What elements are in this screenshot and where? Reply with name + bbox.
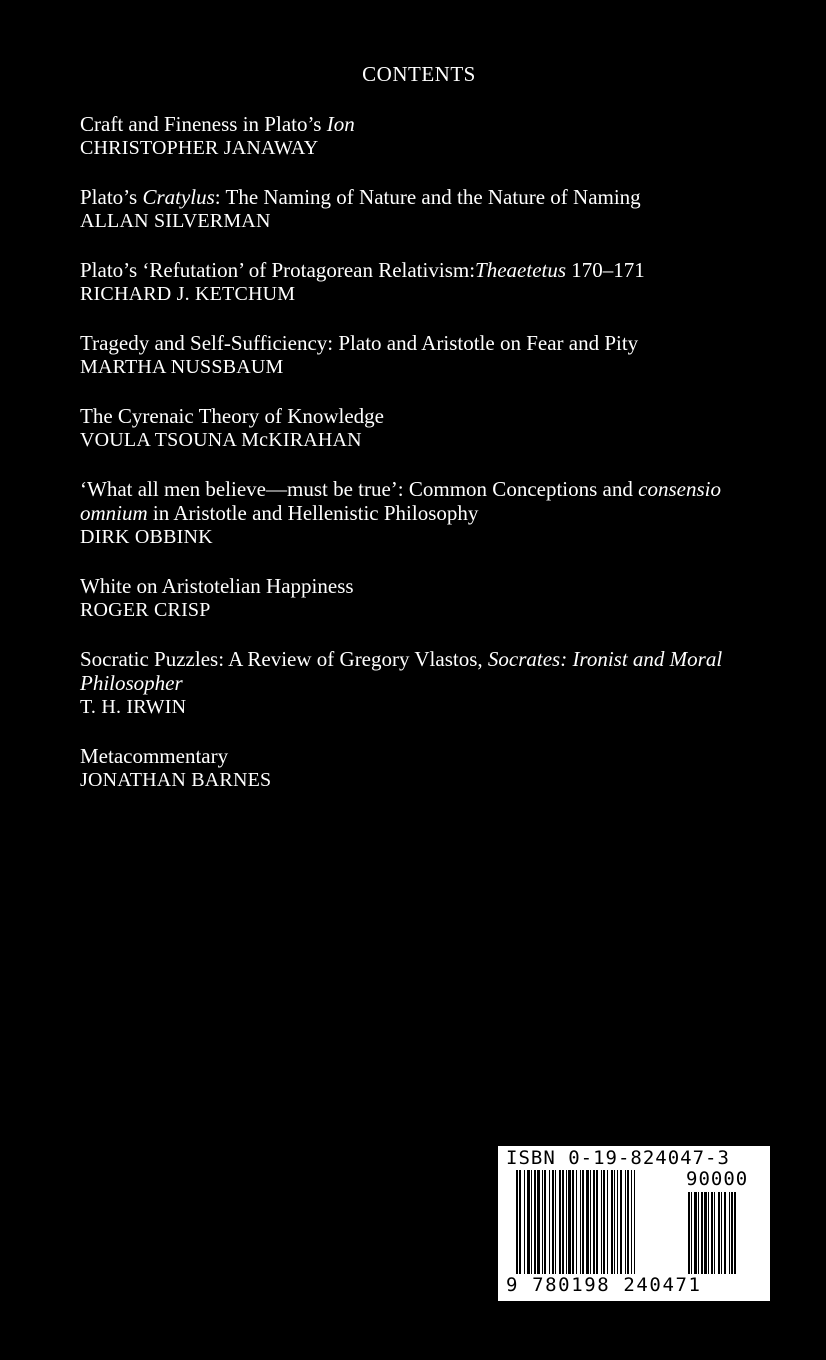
entry-title: Socratic Puzzles: A Review of Gregory Vlastos, Socrates: Ironist and Moral: [80, 647, 723, 671]
entry-author: JONATHAN BARNES: [80, 769, 272, 791]
isbn-number: ISBN 0-19-824047-3: [506, 1147, 730, 1169]
contents-list: [80, 112, 780, 817]
entry-author: T. H. IRWIN: [80, 696, 187, 718]
entry-author: CHRISTOPHER JANAWAY: [80, 137, 319, 159]
entry-author: ALLAN SILVERMAN: [80, 210, 271, 232]
entry-author: RICHARD J. KETCHUM: [80, 283, 296, 305]
barcode-bar: [635, 1170, 638, 1274]
entry-title: Metacommentary: [80, 744, 229, 768]
entry-title: The Cyrenaic Theory of Knowledge: [80, 404, 385, 428]
barcode-bar: [736, 1192, 738, 1274]
list-item: [80, 331, 780, 379]
entry-title: Plato’s ‘Refutation’ of Protagorean Relativism:Theaetetus 170–171: [80, 258, 645, 282]
entry-author: DIRK OBBINK: [80, 526, 213, 548]
entry-title-continued: omnium in Aristotle and Hellenistic Philosophy: [80, 501, 479, 525]
barcode-bars: [516, 1170, 680, 1274]
entry-title: White on Aristotelian Happiness: [80, 574, 354, 598]
price-addon-number: 90000: [686, 1168, 749, 1190]
list-item: [80, 258, 780, 306]
list-item: [80, 185, 780, 233]
isbn-barcode: [498, 1146, 770, 1301]
entry-author: VOULA TSOUNA McKIRAHAN: [80, 429, 362, 451]
ean-number: 9 780198 240471: [506, 1274, 702, 1296]
list-item: [80, 404, 780, 452]
list-item: [80, 647, 780, 719]
list-item: [80, 744, 780, 792]
entry-author: ROGER CRISP: [80, 599, 211, 621]
list-item: [80, 477, 780, 549]
entry-title: Craft and Fineness in Plato’s Ion: [80, 112, 355, 136]
entry-author: MARTHA NUSSBAUM: [80, 356, 284, 378]
entry-title: ‘What all men believe—must be true’: Common Conceptions and consensio: [80, 477, 721, 501]
entry-title: Plato’s Cratylus: The Naming of Nature and the Nature of Naming: [80, 185, 641, 209]
list-item: [80, 574, 780, 622]
entry-title-continued: Philosopher: [80, 671, 183, 695]
list-item: [80, 112, 780, 160]
addon-barcode-bars: [688, 1192, 764, 1274]
page-title: CONTENTS: [362, 62, 476, 86]
entry-title: Tragedy and Self-Sufficiency: Plato and Aristotle on Fear and Pity: [80, 331, 639, 355]
